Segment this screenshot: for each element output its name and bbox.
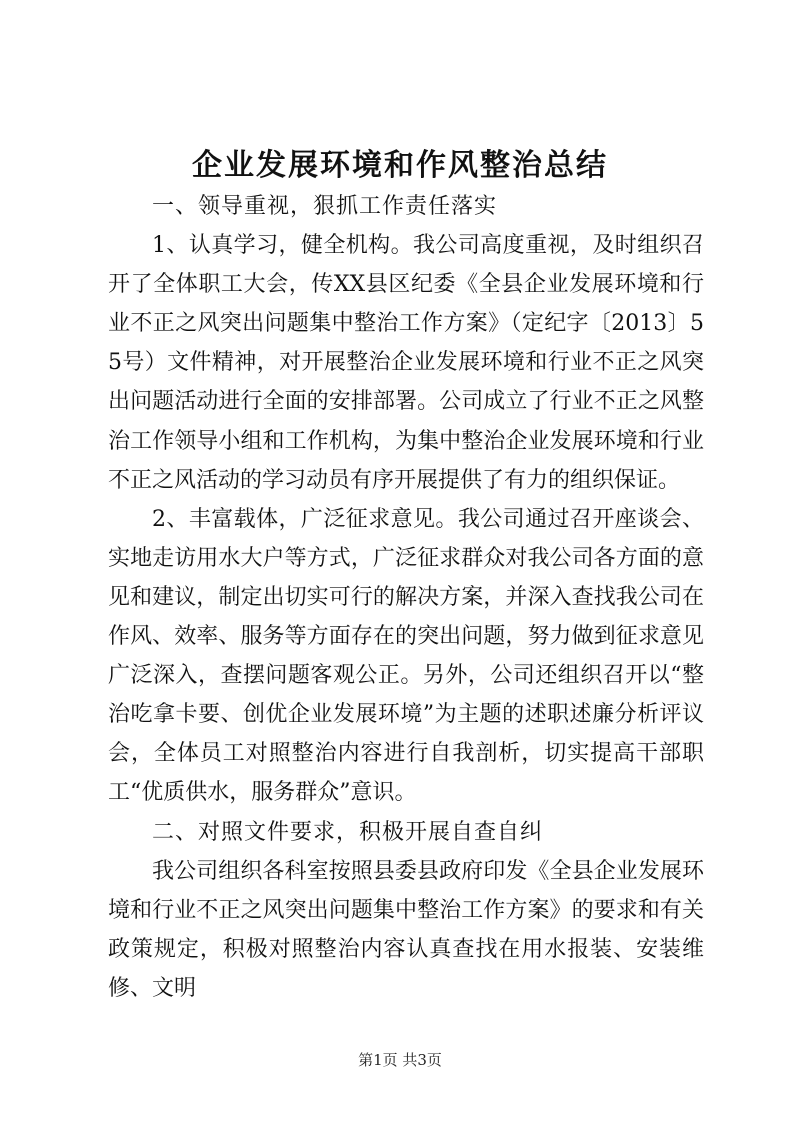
section-heading-2: 二、对照文件要求，积极开展自查自纠 [152, 819, 544, 845]
section-heading-1: 一、领导重视，狠抓工作责任落实 [152, 194, 498, 219]
paragraph-study-and-organization: 1、认真学习，健全机构。我公司高度重视，及时组织召开了全体职工大会，传XX县区纪委《全县企业发展环境和行业不正之风突出问题集中整治工作方案》（定纪字〔2013〕55号）文件精神，对开展整治企业发展环境和行业不正之风突出问题活动进行全面的安排部署。公司成立了行业不正之风整治工作领导小组和工作机构，为集中整治企业发展环境和行业不正之风活动的学习动员有序开展提供了有力的组织保证。 [108, 233, 704, 493]
document-title: 企业发展环境和作风整治总结 [192, 148, 608, 183]
page-footer: 第1页 共3页 [358, 1051, 442, 1069]
paragraph-solicit-opinions: 2、丰富载体，广泛征求意见。我公司通过召开座谈会、实地走访用水大户等方式，广泛征求群众对我公司各方面的意见和建议，制定出切实可行的解决方案，并深入查找我公司在作风、效率、服务等方面存在的突出问题，努力做到征求意见广泛深入，查摆问题客观公正。另外，公司还组织召开以“整治吃拿卡要、创优企业发展环境”为主题的述职述廉分析评议会，全体员工对照整治内容进行自我剖析，切实提高干部职工“优质供水，服务群众”意识。 [108, 506, 704, 806]
paragraph-self-inspection: 我公司组织各科室按照县委县政府印发《全县企业发展环境和行业不正之风突出问题集中整治工作方案》的要求和有关政策规定，积极对照整治内容认真查找在用水报装、安装维修、文明 [108, 858, 704, 1001]
document-body [108, 187, 704, 1008]
